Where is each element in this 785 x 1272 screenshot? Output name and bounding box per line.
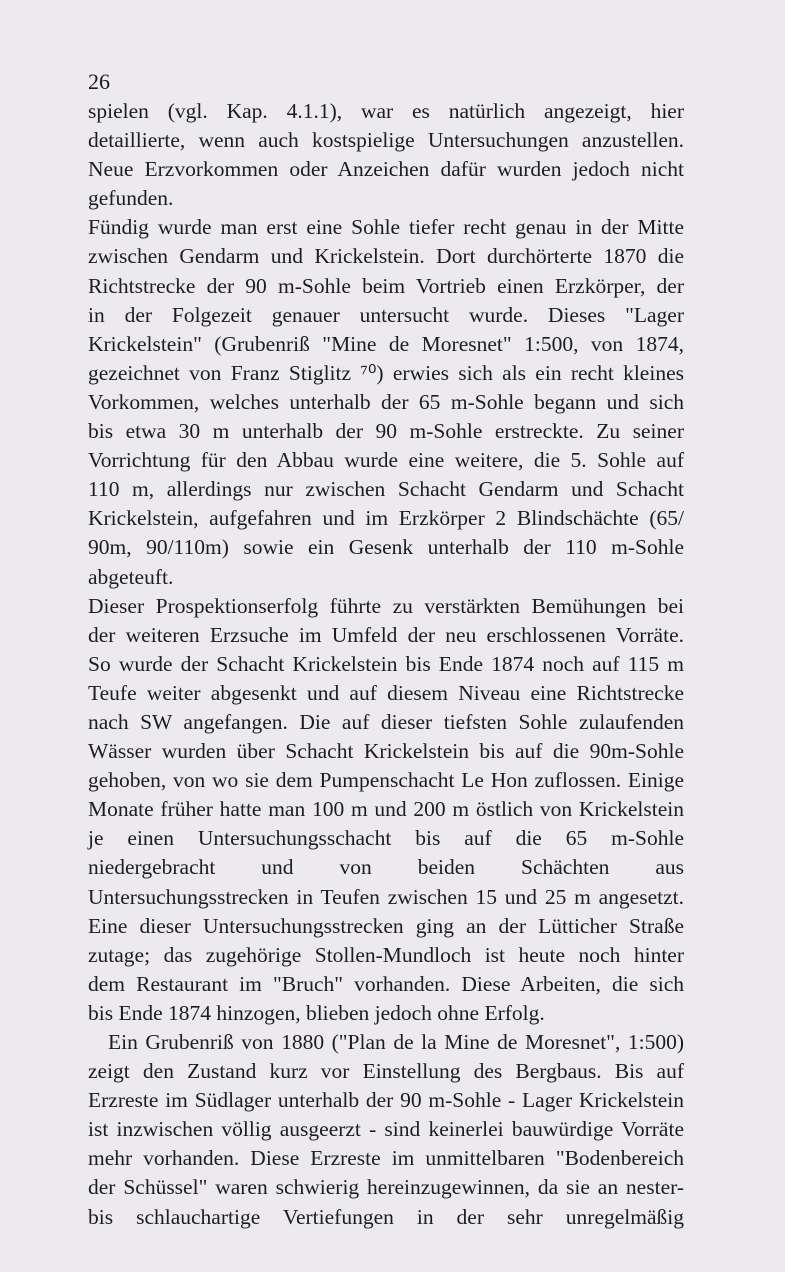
text-line: gezeichnet von Franz Stiglitz ⁷⁰) erwies sich als ein recht kleines <box>88 360 684 385</box>
body-text <box>88 97 684 1232</box>
text-line: Richtstrecke der 90 m-Sohle beim Vortrieb einen Erzkörper, der <box>88 273 684 298</box>
text-line: Fündig wurde man erst eine Sohle tiefer recht genau in der Mitte <box>88 215 684 240</box>
text-line: ist inzwischen völlig ausgeerzt - sind keinerlei bauwürdige Vorräte <box>88 1117 684 1142</box>
text-line: Erzreste im Südlager unterhalb der 90 m-Sohle - Lager Krickelstein <box>88 1088 684 1113</box>
text-line: abgeteuft. <box>88 564 174 589</box>
text-line: Monate früher hatte man 100 m und 200 m östlich von Krickelstein <box>88 797 684 822</box>
text-line: je einen Untersuchungsschacht bis auf die 65 m-Sohle <box>88 826 684 851</box>
text-line: bis etwa 30 m unterhalb der 90 m-Sohle erstreckte. Zu seiner <box>88 419 684 444</box>
text-line: spielen (vgl. Kap. 4.1.1), war es natürlich angezeigt, hier <box>88 99 684 123</box>
text-line: Krickelstein, aufgefahren und im Erzkörper 2 Blindschächte (65/ <box>88 506 684 531</box>
text-line: Dieser Prospektionserfolg führte zu verstärkten Bemühungen bei <box>88 593 684 618</box>
text-line: mehr vorhanden. Diese Erzreste im unmittelbaren "Bodenbereich <box>88 1146 684 1171</box>
text-line: Eine dieser Untersuchungsstrecken ging an der Lütticher Straße <box>88 913 684 938</box>
text-line: Vorrichtung für den Abbau wurde eine weitere, die 5. Sohle auf <box>88 448 684 473</box>
text-line: zeigt den Zustand kurz vor Einstellung des Bergbaus. Bis auf <box>88 1059 684 1084</box>
text-line: zwischen Gendarm und Krickelstein. Dort durchörterte 1870 die <box>88 244 684 269</box>
text-line: 110 m, allerdings nur zwischen Schacht Gendarm und Schacht <box>88 477 684 502</box>
text-line: Ein Grubenriß von 1880 ("Plan de la Mine de Moresnet", 1:500) <box>108 1030 684 1054</box>
text-line: Teufe weiter abgesenkt und auf diesem Niveau eine Richtstrecke <box>88 680 684 705</box>
text-line: gehoben, von wo sie dem Pumpenschacht Le Hon zuflossen. Einige <box>88 768 684 793</box>
text-line: in der Folgezeit genauer untersucht wurde. Dieses "Lager <box>88 302 684 327</box>
text-line: niedergebracht und von beiden Schächten aus <box>88 855 684 880</box>
page-number: 26 <box>88 69 110 94</box>
text-line: gefunden. <box>88 186 174 211</box>
text-line: bis schlauchartige Vertiefungen in der sehr unregelmäßig <box>88 1204 684 1229</box>
text-line: So wurde der Schacht Krickelstein bis Ende 1874 noch auf 115 m <box>88 651 684 676</box>
text-line: Untersuchungsstrecken in Teufen zwischen 15 und 25 m angesetzt. <box>88 884 684 909</box>
text-line: bis Ende 1874 hinzogen, blieben jedoch ohne Erfolg. <box>88 1000 545 1025</box>
text-line: 90m, 90/110m) sowie ein Gesenk unterhalb der 110 m-Sohle <box>88 535 684 560</box>
text-line: dem Restaurant im "Bruch" vorhanden. Diese Arbeiten, die sich <box>88 971 684 996</box>
text-line: detaillierte, wenn auch kostspielige Untersuchungen anzustellen. <box>88 128 684 153</box>
text-line: Vorkommen, welches unterhalb der 65 m-Sohle begann und sich <box>88 389 684 414</box>
text-line: Neue Erzvorkommen oder Anzeichen dafür wurden jedoch nicht <box>88 157 684 182</box>
text-line: nach SW angefangen. Die auf dieser tiefsten Sohle zulaufenden <box>88 709 684 734</box>
text-line: Krickelstein" (Grubenriß "Mine de Moresnet" 1:500, von 1874, <box>88 331 684 356</box>
text-line: Wässer wurden über Schacht Krickelstein bis auf die 90m-Sohle <box>88 739 684 764</box>
text-line: der weiteren Erzsuche im Umfeld der neu erschlossenen Vorräte. <box>88 622 684 647</box>
text-line: zutage; das zugehörige Stollen-Mundloch ist heute noch hinter <box>88 942 684 967</box>
text-line: der Schüssel" waren schwierig hereinzugewinnen, da sie an nester- <box>88 1175 684 1200</box>
